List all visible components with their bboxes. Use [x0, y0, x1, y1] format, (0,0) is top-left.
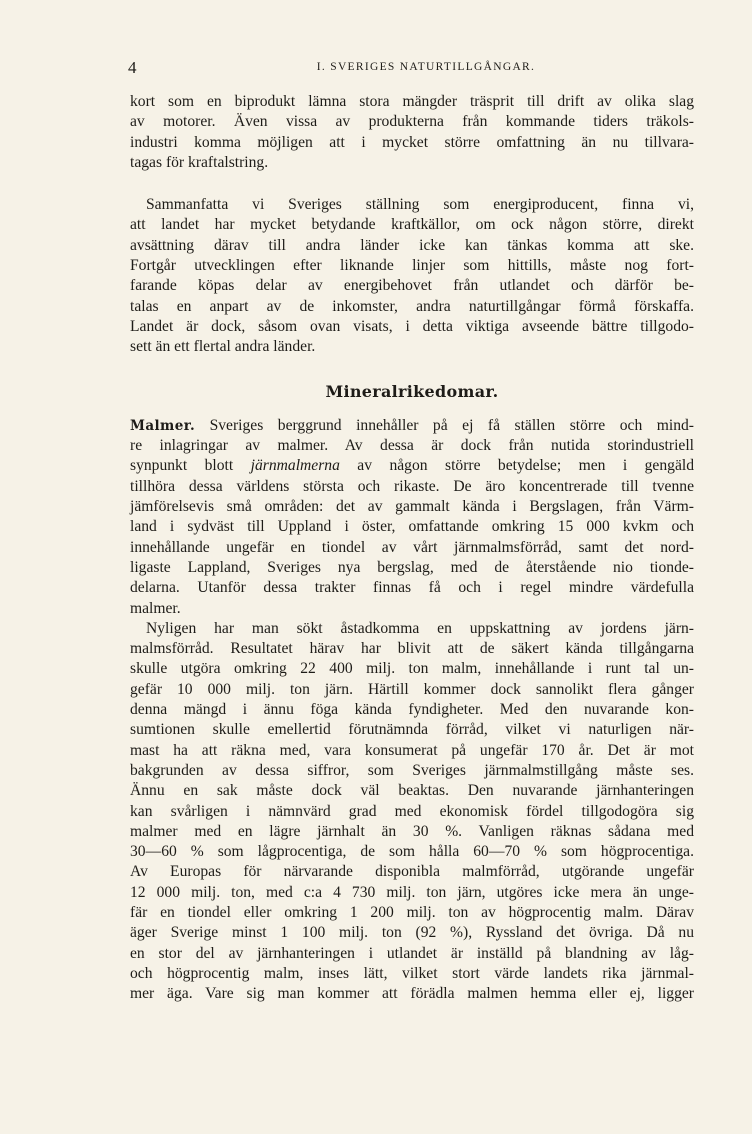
text-line: och högprocentig malm, inses lätt, vilket stort värde landets rika järnmal-	[130, 964, 694, 982]
text-line: kan svårligen i nämnvärd grad med ekonomisk fördel tillgodogöra sig	[130, 802, 694, 820]
text-line: sett än ett flertal andra länder.	[130, 338, 316, 356]
text-line: ligaste Lappland, Sveriges nya bergslag, med de återstående nio tionde-	[130, 558, 694, 576]
text-line: Landet är dock, såsom ovan visats, i detta viktiga avseende bättre tillgodo-	[130, 317, 694, 335]
text-line: Nyligen har man sökt åstadkomma en uppskattning av jordens järn-	[146, 619, 694, 637]
page-number: 4	[128, 58, 137, 77]
text-line: tagas för kraftalstring.	[130, 153, 269, 171]
text-line: Av Europas för närvarande disponibla malmförråd, utgörande ungefär	[130, 863, 694, 881]
text-line: kort som en biprodukt lämna stora mängder träsprit till drift av olika slag	[130, 93, 694, 110]
text-fragment: Sveriges berggrund innehåller på ej få ställen större och mind-	[209, 416, 694, 434]
italic-term: järnmalmerna	[250, 457, 340, 475]
text-line: farande köpas delar av energibehovet från utlandet och därför be-	[130, 277, 694, 295]
section-heading: Mineralrikedomar.	[325, 381, 499, 401]
text-line: land i sydväst till Uppland i öster, omfattande omkring 15 000 kvkm och	[130, 518, 694, 536]
text-line: 30—60 % som lågprocentiga, de som hålla 60—70 % som högprocentiga.	[130, 843, 694, 861]
running-head: I. SVERIGES NATURTILLGÅNGAR.	[316, 61, 536, 73]
text-line: talas en anpart av de inkomster, andra naturtillgångar förmå förskaffa.	[130, 297, 694, 315]
text-line: fär en tiondel eller omkring 1 200 milj. ton av högprocentig malm. Därav	[130, 903, 694, 921]
text-line: Sammanfatta vi Sveriges ställning som energiproducent, finna vi,	[146, 196, 694, 214]
text-line: bakgrunden av dessa siffror, som Sveriges järnmalmstillgång måste ses.	[130, 761, 694, 779]
text-line: malmsförråd. Resultatet härav har blivit att de säkert kända tillgångarna	[130, 640, 694, 658]
text-line: malmer.	[130, 599, 181, 617]
text-line: skulle utgöra omkring 22 400 milj. ton malm, innehållande i runt tal un-	[130, 660, 694, 678]
sidehead: Malmer.	[130, 417, 196, 434]
paragraph-2	[130, 195, 694, 357]
text-line	[130, 416, 694, 436]
text-line: Fortgår utvecklingen efter liknande linjer som hittills, måste nog fort-	[130, 257, 694, 275]
text-line: en stor del av järnhanteringen i utlandet är inställd på blandning av låg-	[130, 944, 694, 962]
text-line: att landet har mycket betydande kraftkällor, om ock någon större, direkt	[130, 216, 694, 234]
body-text	[130, 92, 694, 1004]
text-line: sumtionen skulle emellertid förutnämnda förråd, vilket vi naturligen när-	[130, 721, 694, 739]
paragraph-1	[130, 92, 694, 173]
text-line: mer äga. Vare sig man kommer att förädla malmen hemma eller ej, ligger	[130, 985, 694, 1003]
text-line: innehållande ungefär en tiondel av vårt järnmalmsförråd, samt det nord-	[130, 538, 694, 556]
text-line: industri komma möjligen att i mycket större omfattning än nu tillvara-	[130, 133, 694, 151]
text-line: Ännu en sak måste dock väl beaktas. Den nuvarande järnhanteringen	[130, 782, 694, 800]
text-line: malmer med en lägre järnhalt än 30 %. Vanligen räknas sådana med	[130, 822, 694, 840]
text-line: mast ha att räkna med, vara konsumerat på ungefär 170 år. Det är mot	[130, 741, 694, 759]
page-header	[128, 58, 694, 82]
text-line: gefär 10 000 milj. ton järn. Härtill kommer dock sannolikt flera gånger	[130, 680, 694, 698]
paragraph-3	[130, 416, 694, 619]
text-line: äger Sverige minst 1 100 milj. ton (92 %), Ryssland det övriga. Då nu	[130, 924, 694, 942]
text-line: re inlagringar av malmer. Av dessa är dock från nutida storindustriell	[130, 437, 694, 455]
text-fragment: synpunkt blott	[130, 457, 251, 475]
text-line: jämförelsevis små områden: det av gammalt kända i Bergslagen, från Värm-	[130, 498, 694, 516]
text-line: avsättning därav till andra länder icke kan tänkas komma att ske.	[130, 236, 694, 254]
text-fragment: av någon större betydelse; men i gengäld	[339, 457, 694, 475]
text-line	[130, 456, 694, 476]
text-line: tillhöra dessa världens största och rikaste. De äro koncentrerade till tvenne	[130, 477, 694, 495]
text-line: denna mängd i ännu föga kända fyndigheter. Med den nuvarande kon-	[130, 701, 694, 719]
text-line: delarna. Utanför dessa trakter finnas få och i regel mindre värdefulla	[130, 579, 694, 597]
text-line: 12 000 milj. ton, med c:a 4 730 milj. ton järn, utgöres icke mera än unge-	[130, 883, 694, 901]
paragraph-4	[130, 619, 694, 1005]
text-line: av motorer. Även vissa av produkterna från kommande tiders träkols-	[130, 113, 694, 131]
